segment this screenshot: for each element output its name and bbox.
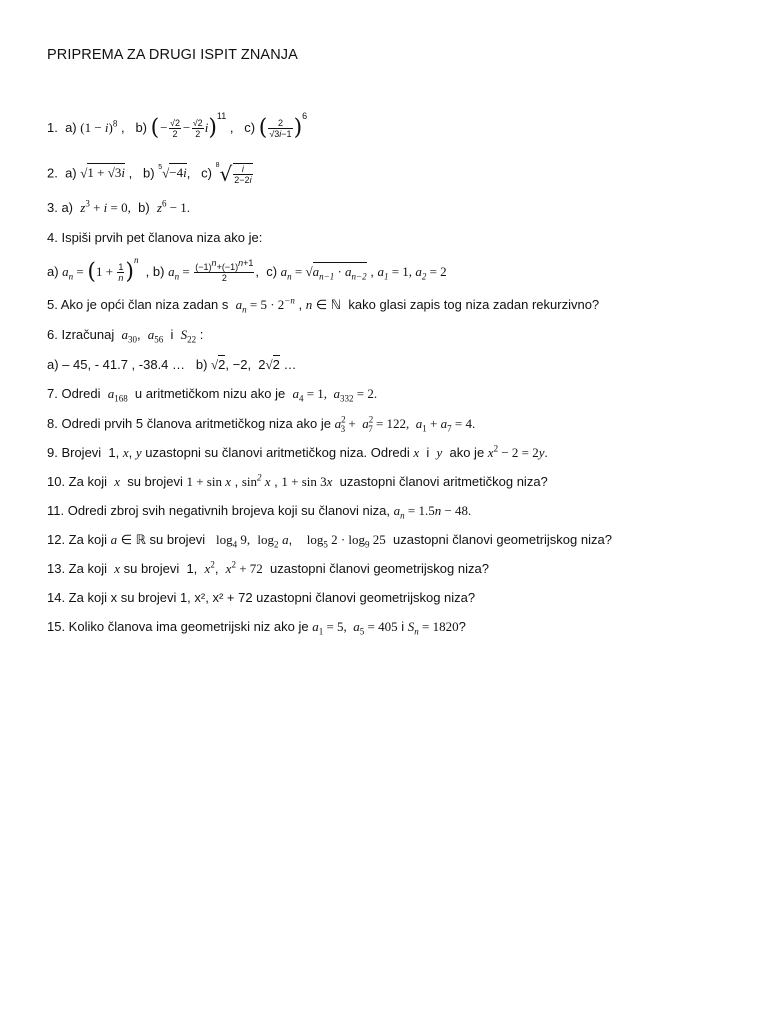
problem-8: 8. Odredi prvih 5 članova aritmetičkog niza ako je $a^2_3 + a^2_7 = 122$, $a_1 + a_7 = 4$. xyxy=(47,414,476,434)
problem-6: 6. Izračunaj $a_{30}$, $a_{56}$ i $S_{22}$ : xyxy=(47,327,204,345)
problem-5: 5. Ako je opći član niza zadan s $a_n = 5 \cdot 2^{-n}$ , n ∈ ℕ kako glasi zapis tog niza zadan rekurzivno? xyxy=(47,295,600,315)
problem-9: 9. Brojevi 1, x, y uzastopni su članovi aritmetičkog niza. Odredi x i y ako je $x^2 - 2 = 2y$. xyxy=(47,443,548,460)
problem-4-sub: a) $a_n = (1$ + $\frac{1}{n}$ )$^n$ , b) $a_n$ = $\frac{(-1)^n+(-1)^{n+1}}{2}$ , c) $a_n = √a_{n-1} \cdot a_{n-2}$ , $a_1 = 1$, $a_2 = 2$ xyxy=(47,254,447,285)
problem-11: 11. Odredi zbroj svih negativnih brojeva koji su članovi niza, $a_n = 1.5n - 48$. xyxy=(47,503,472,521)
problem-4: 4. Ispiši prvih pet članova niza ako je: xyxy=(47,230,263,245)
problem-7: 7. Odredi $a_{168}$ u aritmetičkom nizu ako je $a_4 = 1$, $a_{332} = 2$. xyxy=(47,386,378,404)
problem-6-sub: a) – 45, - 41.7 , -38.4 … b) √2, −2, 2√2 … xyxy=(47,357,297,372)
problem-14: 14. Za koji x su brojevi 1, x², x² + 72 uzastopni članovi geometrijskog niza? xyxy=(47,590,476,605)
page-title: PRIPREMA ZA DRUGI ISPIT ZNANJA xyxy=(47,47,298,63)
problem-3: 3. a) $z^3 + i = 0$, b) $z^6 - 1$. xyxy=(47,198,191,215)
problem-10: 10. Za koji x su brojevi 1 + sin x , $\sin^2 x$ , 1 + sin 3x uzastopni članovi aritmetičkog niza? xyxy=(47,472,548,489)
problem-15: 15. Koliko članova ima geometrijski niz ako je $a_1 = 5$, $a_5 = 405$ i $S_n = 1820$? xyxy=(47,619,466,637)
problem-13: 13. Za koji x su brojevi 1, $x^2$, $x^2 + 72$ uzastopni članovi geometrijskog niza? xyxy=(47,559,489,576)
problem-2: 2. a) √1 + √3i , b) $^5$√−4i, c) $^8$√ $\frac{i}{2-2i}$ xyxy=(47,162,252,186)
problem-1: 1. a) $(1 - i)^8$ , b) (− $\frac{√2}{2}$ − $\frac{√2}{2}$ i)$^{11}$ , c) ( $\frac{2}{√3i-1}$ )$^6$ xyxy=(47,110,308,141)
problem-12: 12. Za koji a ∈ ℝ su brojevi $\log_4 9$, $\log_2 a$, $\log_5 2 \cdot \log_9 25$ uzastopni članovi geometrijskog niza? xyxy=(47,532,612,550)
